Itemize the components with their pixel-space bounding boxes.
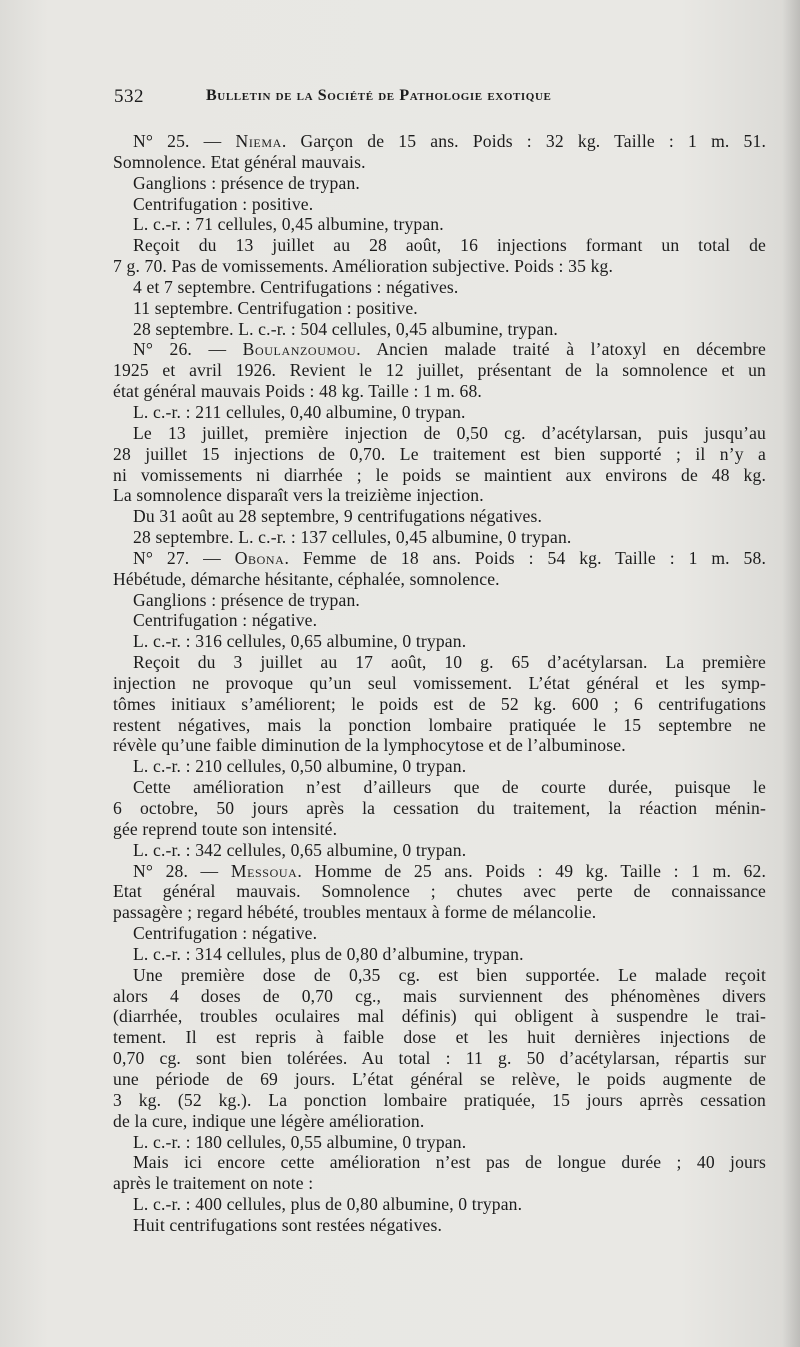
text-line bbox=[113, 485, 766, 506]
text-segment: Mais ici encore cette amélioration n’est pas de longue durée ; 40 jours bbox=[133, 1152, 766, 1173]
text-segment: Centrifugation : positive. bbox=[133, 193, 314, 214]
text-line bbox=[113, 298, 766, 319]
text-line bbox=[113, 694, 766, 715]
text-segment: Reçoit du 3 juillet au 17 août, 10 g. 65 d’acétylarsan. La première bbox=[133, 652, 766, 673]
text-line bbox=[113, 652, 766, 673]
text-line bbox=[113, 777, 766, 798]
text-segment: 6 octobre, 50 jours après la cessation du traitement, la réaction ménin- bbox=[113, 798, 766, 818]
text-line bbox=[113, 610, 766, 631]
text-segment: L. c.-r. : 210 cellules, 0,50 albumine, 0 trypan. bbox=[133, 756, 467, 777]
text-line bbox=[113, 339, 766, 360]
text-line bbox=[113, 194, 766, 215]
text-line bbox=[113, 923, 766, 944]
text-segment: Hébétude, démarche hésitante, céphalée, somnolence. bbox=[113, 568, 500, 589]
text-line bbox=[113, 548, 766, 569]
text-segment: Ganglions : présence de trypan. bbox=[133, 172, 360, 193]
text-line bbox=[113, 756, 766, 777]
text-segment: Centrifugation : négative. bbox=[133, 610, 318, 631]
text-segment: Du 31 août au 28 septembre, 9 centrifugations négatives. bbox=[133, 506, 543, 527]
text-line bbox=[113, 1215, 766, 1236]
text-segment: Somnolence. Etat général mauvais. bbox=[113, 151, 366, 172]
text-segment: 4 et 7 septembre. Centrifugations : négatives. bbox=[133, 276, 459, 297]
text-segment: alors 4 doses de 0,70 cg., mais surviennent des phénomènes divers bbox=[113, 985, 766, 1006]
text-segment: restent négatives, mais la ponction lombaire pratiquée le 15 septembre ne bbox=[113, 714, 766, 735]
text-line bbox=[113, 423, 766, 444]
text-segment: . Femme de 18 ans. Poids : 54 kg. Taille : 1 m. 58. bbox=[284, 547, 767, 568]
text-line bbox=[113, 735, 766, 756]
text-line bbox=[113, 131, 766, 152]
text-line bbox=[113, 798, 766, 819]
text-line bbox=[113, 214, 766, 235]
text-line bbox=[113, 840, 766, 861]
text-segment: L. c.-r. : 342 cellules, 0,65 albumine, 0 trypan. bbox=[133, 839, 467, 860]
text-line bbox=[113, 1048, 766, 1069]
text-line bbox=[113, 944, 766, 965]
text-line bbox=[113, 881, 766, 902]
text-line bbox=[113, 256, 766, 277]
text-segment: (diarrhée, troubles oculaires mal définis) qui obligent à suspendre le trai- bbox=[113, 1006, 766, 1027]
text-segment: injection ne provoque qu’un seul vomissement. L’état général et les symp- bbox=[113, 672, 766, 693]
text-segment: gée reprend toute son intensité. bbox=[113, 818, 338, 839]
patient-name: Messoua bbox=[230, 860, 298, 881]
text-segment: 3 kg. (52 kg.). La ponction lombaire pratiquée, 15 jours aprrès cessation bbox=[113, 1089, 766, 1110]
text-segment: état général mauvais Poids : 48 kg. Taille : 1 m. 68. bbox=[113, 381, 482, 402]
text-line bbox=[113, 360, 766, 381]
text-line bbox=[113, 465, 766, 486]
text-line bbox=[113, 235, 766, 256]
text-segment: . Homme de 25 ans. Poids : 49 kg. Taille : 1 m. 62. bbox=[297, 860, 767, 881]
text-line bbox=[113, 152, 766, 173]
text-line bbox=[113, 319, 766, 340]
text-segment: L. c.-r. : 211 cellules, 0,40 albumine, 0 trypan. bbox=[133, 401, 466, 422]
text-segment: ni vomissements ni diarrhée ; le poids se maintient aux environs de 48 kg. bbox=[113, 464, 766, 485]
text-segment: Une première dose de 0,35 cg. est bien supportée. Le malade reçoit bbox=[133, 964, 766, 985]
text-segment: 28 septembre. L. c.-r. : 504 cellules, 0,45 albumine, trypan. bbox=[133, 318, 558, 339]
text-line bbox=[113, 1006, 766, 1027]
text-line bbox=[113, 381, 766, 402]
text-line bbox=[113, 902, 766, 923]
text-segment: de la cure, indique une légère amélioration. bbox=[113, 1110, 425, 1131]
text-segment: La somnolence disparaît vers la treizième injection. bbox=[113, 485, 484, 506]
text-line bbox=[113, 1152, 766, 1173]
patient-name: Niema bbox=[235, 131, 282, 151]
text-segment: L. c.-r. : 400 cellules, plus de 0,80 albumine, 0 trypan. bbox=[133, 1194, 523, 1215]
text-segment: Reçoit du 13 juillet au 28 août, 16 injections formant un total de bbox=[133, 235, 766, 256]
page-number: 532 bbox=[114, 86, 144, 107]
page-edge-shadow bbox=[782, 0, 800, 1347]
text-line bbox=[113, 861, 766, 882]
text-segment: après le traitement on note : bbox=[113, 1173, 314, 1194]
text-segment: Ganglions : présence de trypan. bbox=[133, 589, 360, 610]
text-line bbox=[113, 402, 766, 423]
text-segment: N° 28. — bbox=[133, 860, 231, 881]
text-segment: 28 juillet 15 injections de 0,70. Le traitement est bien supporté ; il n’y a bbox=[113, 443, 766, 464]
running-title: Bulletin de la Société de Pathologie exotique bbox=[206, 87, 552, 104]
text-segment: N° 25. — bbox=[133, 131, 236, 151]
text-line bbox=[113, 527, 766, 548]
text-segment: L. c.-r. : 180 cellules, 0,55 albumine, 0 trypan. bbox=[133, 1131, 467, 1152]
text-line bbox=[113, 673, 766, 694]
text-segment: N° 27. — bbox=[133, 547, 235, 568]
patient-name: Boulanzoumou bbox=[242, 339, 357, 360]
text-line bbox=[113, 965, 766, 986]
text-segment: L. c.-r. : 316 cellules, 0,65 albumine, 0 trypan. bbox=[133, 631, 467, 652]
text-line bbox=[113, 590, 766, 611]
text-segment: L. c.-r. : 314 cellules, plus de 0,80 d’albumine, trypan. bbox=[133, 943, 524, 964]
text-segment: tômes initiaux s’améliorent; le poids est de 52 kg. 600 ; 6 centrifugations bbox=[113, 693, 766, 714]
text-line bbox=[113, 631, 766, 652]
text-line bbox=[113, 444, 766, 465]
text-line bbox=[113, 1027, 766, 1048]
text-line bbox=[113, 569, 766, 590]
text-line bbox=[113, 1111, 766, 1132]
text-segment: passagère ; regard hébété, troubles mentaux à forme de mélancolie. bbox=[113, 902, 597, 923]
text-segment: 28 septembre. L. c.-r. : 137 cellules, 0,45 albumine, 0 trypan. bbox=[133, 527, 572, 548]
text-segment: L. c.-r. : 71 cellules, 0,45 albumine, trypan. bbox=[133, 214, 444, 235]
text-segment: . Garçon de 15 ans. Poids : 32 kg. Taille : 1 m. 51. bbox=[281, 131, 766, 151]
text-line bbox=[113, 715, 766, 736]
text-segment: une période de 69 jours. L’état général se relève, le poids augmente de bbox=[113, 1068, 766, 1089]
text-segment: révèle qu’une faible diminution de la lymphocytose et de l’albuminose. bbox=[113, 735, 626, 756]
body-text bbox=[113, 131, 766, 1236]
text-segment: 7 g. 70. Pas de vomissements. Amélioration subjective. Poids : 35 kg. bbox=[113, 256, 614, 277]
text-segment: N° 26. — bbox=[133, 339, 243, 360]
text-line bbox=[113, 173, 766, 194]
text-segment: Le 13 juillet, première injection de 0,50 cg. d’acétylarsan, puis jusqu’au bbox=[133, 422, 766, 443]
text-line bbox=[113, 277, 766, 298]
text-segment: Etat général mauvais. Somnolence ; chutes avec perte de connaissance bbox=[113, 881, 766, 902]
text-segment: tement. Il est repris à faible dose et les huit dernières injections de bbox=[113, 1027, 766, 1048]
text-line bbox=[113, 506, 766, 527]
text-line bbox=[113, 819, 766, 840]
text-line bbox=[113, 1132, 766, 1153]
text-line bbox=[113, 1069, 766, 1090]
text-segment: Huit centrifugations sont restées négatives. bbox=[133, 1214, 443, 1235]
text-segment: 0,70 cg. sont bien tolérées. Au total : 11 g. 50 d’acétylarsan, répartis sur bbox=[113, 1048, 766, 1069]
running-header bbox=[114, 86, 694, 114]
text-line bbox=[113, 1173, 766, 1194]
text-line bbox=[113, 1194, 766, 1215]
text-segment: Cette amélioration n’est d’ailleurs que de courte durée, puisque le bbox=[133, 777, 766, 798]
text-segment: 11 septembre. Centrifugation : positive. bbox=[133, 297, 418, 318]
text-line bbox=[113, 1090, 766, 1111]
text-segment: 1925 et avril 1926. Revient le 12 juillet, présentant de la somnolence et un bbox=[113, 360, 766, 381]
text-segment: Centrifugation : négative. bbox=[133, 923, 318, 944]
text-segment: . Ancien malade traité à l’atoxyl en décembre bbox=[356, 339, 766, 360]
patient-name: Obona bbox=[234, 547, 285, 568]
text-line bbox=[113, 986, 766, 1007]
